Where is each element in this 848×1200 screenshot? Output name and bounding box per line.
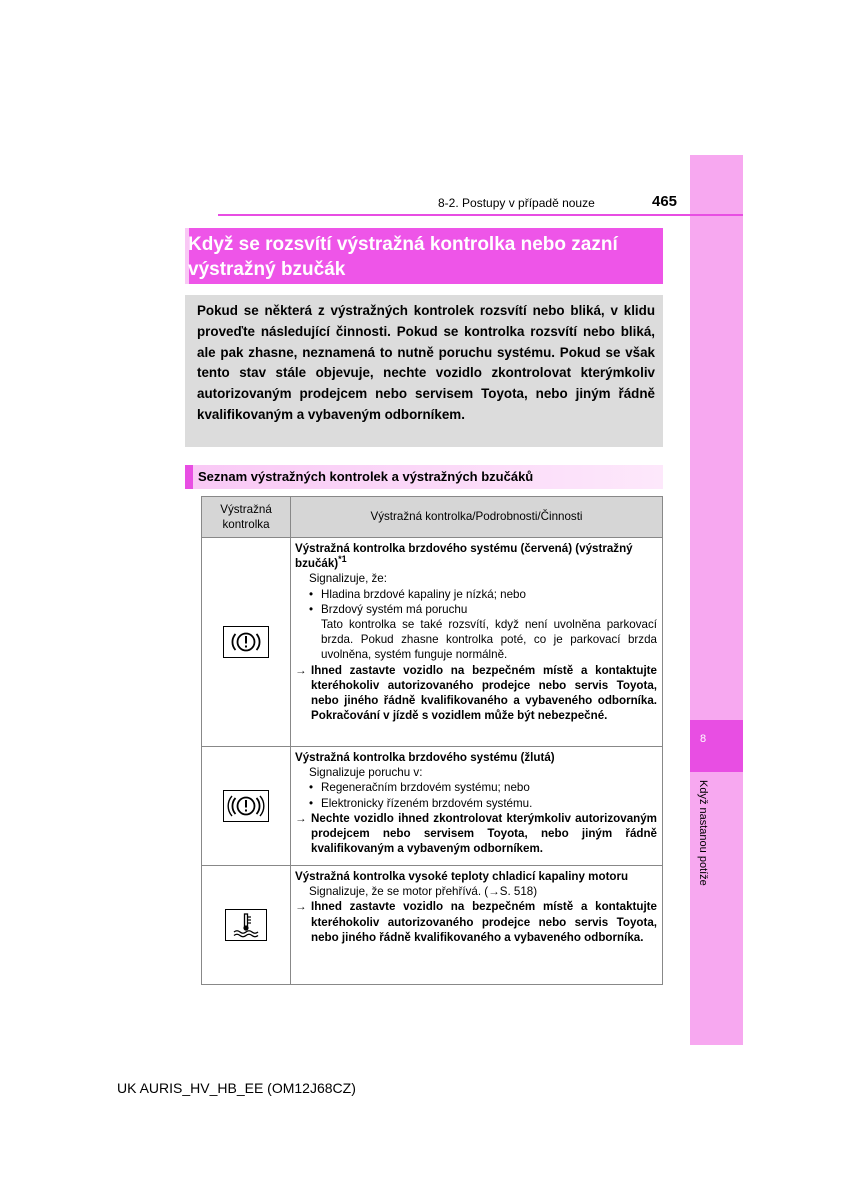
brake-warning-icon xyxy=(223,626,269,658)
list-item: • Brzdový systém má poruchu xyxy=(309,602,468,616)
subtitle-accent xyxy=(185,465,193,489)
bullet-text: Regeneračním brzdovém systému; nebo xyxy=(321,781,530,795)
page-number: 465 xyxy=(652,193,678,210)
col-header-details: Výstražná kontrolka/Podrobnosti/Činnosti xyxy=(291,497,663,538)
row-signal: Signalizuje, že se motor přehřívá. (→S. 518) xyxy=(309,885,538,899)
row-action xyxy=(295,899,657,945)
details-cell xyxy=(291,538,663,747)
bullet-text: Brzdový systém má poruchu xyxy=(321,602,468,616)
header-section: 8-2. Postupy v případě nouze xyxy=(438,196,595,210)
coolant-temperature-icon xyxy=(225,909,267,941)
action-text: Ihned zastavte vozidlo na bezpečném místě a kontaktujte kteréhokoliv autorizovaného prodejce nebo servis Toyota, nebo jiného řádně kvalifikovaného a vybaveného odborníka. xyxy=(311,900,657,944)
chapter-label: Když nastanou potíže xyxy=(697,780,709,886)
action-text: Nechte vozidlo ihned zkontrolovat kterýmkoliv autorizovaným prodejcem nebo servisem Toyota, nebo jiným řádně kvalifikovaným a vybaveným odborníkem. xyxy=(311,811,657,856)
row-signal: Signalizuje, že: xyxy=(309,572,387,586)
warning-lights-table xyxy=(201,496,663,985)
table-header-row xyxy=(202,497,663,538)
header-divider xyxy=(218,214,743,216)
row-note: Tato kontrolka se také rozsvítí, když není uvolněna parkovací brzda. Pokud zhasne kontrolka poté, co je parkovací brzda uvolněna, systém funguje normálně. xyxy=(321,618,657,662)
row-title xyxy=(295,541,657,571)
footer-code: UK AURIS_HV_HB_EE (OM12J68CZ) xyxy=(117,1080,356,1096)
col-header-light: Výstražná kontrolka xyxy=(202,497,291,538)
table-row xyxy=(202,747,663,866)
intro-text: Pokud se některá z výstražných kontrolek rozsvítí nebo bliká, v klidu proveďte následující činnosti. Pokud se kontrolka rozsvítí nebo bliká, ale pak zhasne, neznamená to nutně poruchu systému. Pokud se však tento stav stále objevuje, nechte vozidlo zkontrolovat kterýmkoliv autorizovaným prodejcem nebo servisem Toyota, nebo jiným řádně kvalifikovaným a vybaveným odborníkem. xyxy=(197,303,655,422)
brake-system-yellow-icon xyxy=(223,790,269,822)
footnote-mark: *1 xyxy=(338,554,347,565)
bullet-text: Hladina brzdové kapaliny je nízká; nebo xyxy=(321,587,526,601)
row-title: Výstražná kontrolka vysoké teploty chladicí kapaliny motoru xyxy=(295,870,629,883)
row-title-text: Výstražná kontrolka brzdového systému (červená) (výstražný bzučák) xyxy=(295,542,633,571)
row-action xyxy=(295,811,657,857)
arrow-icon: → xyxy=(295,900,307,914)
list-item: • Elektronicky řízeném brzdovém systému. xyxy=(309,796,533,810)
icon-cell xyxy=(202,866,291,985)
row-title: Výstražná kontrolka brzdového systému (žlutá) xyxy=(295,751,555,764)
table-row xyxy=(202,866,663,985)
icon-cell xyxy=(202,747,291,866)
chapter-number: 8 xyxy=(699,733,707,745)
details-cell xyxy=(291,747,663,866)
subtitle: Seznam výstražných kontrolek a výstražných bzučáků xyxy=(198,469,534,484)
row-signal: Signalizuje poruchu v: xyxy=(309,766,423,780)
list-item: • Hladina brzdové kapaliny je nízká; nebo xyxy=(309,587,526,601)
side-chapter-tab xyxy=(690,155,743,1045)
details-cell xyxy=(291,866,663,985)
icon-cell xyxy=(202,538,291,747)
bullet-text: Elektronicky řízeném brzdovém systému. xyxy=(321,796,533,810)
list-item: • Regeneračním brzdovém systému; nebo xyxy=(309,781,530,795)
arrow-icon: → xyxy=(295,811,307,825)
arrow-icon: → xyxy=(295,663,307,677)
side-chapter-number-box xyxy=(690,720,743,772)
page-title: Když se rozsvítí výstražná kontrolka nebo zazní výstražný bzučák xyxy=(188,234,618,280)
table-row xyxy=(202,538,663,747)
row-action xyxy=(295,663,657,724)
action-text: Ihned zastavte vozidlo na bezpečném místě a kontaktujte kteréhokoliv autorizovaného prodejce nebo servis Toyota, nebo jiného řádně kvalifikovaného a vybaveného odborníka. Pokračování v jízdě s vozidlem může být nebezpečné. xyxy=(311,663,657,723)
